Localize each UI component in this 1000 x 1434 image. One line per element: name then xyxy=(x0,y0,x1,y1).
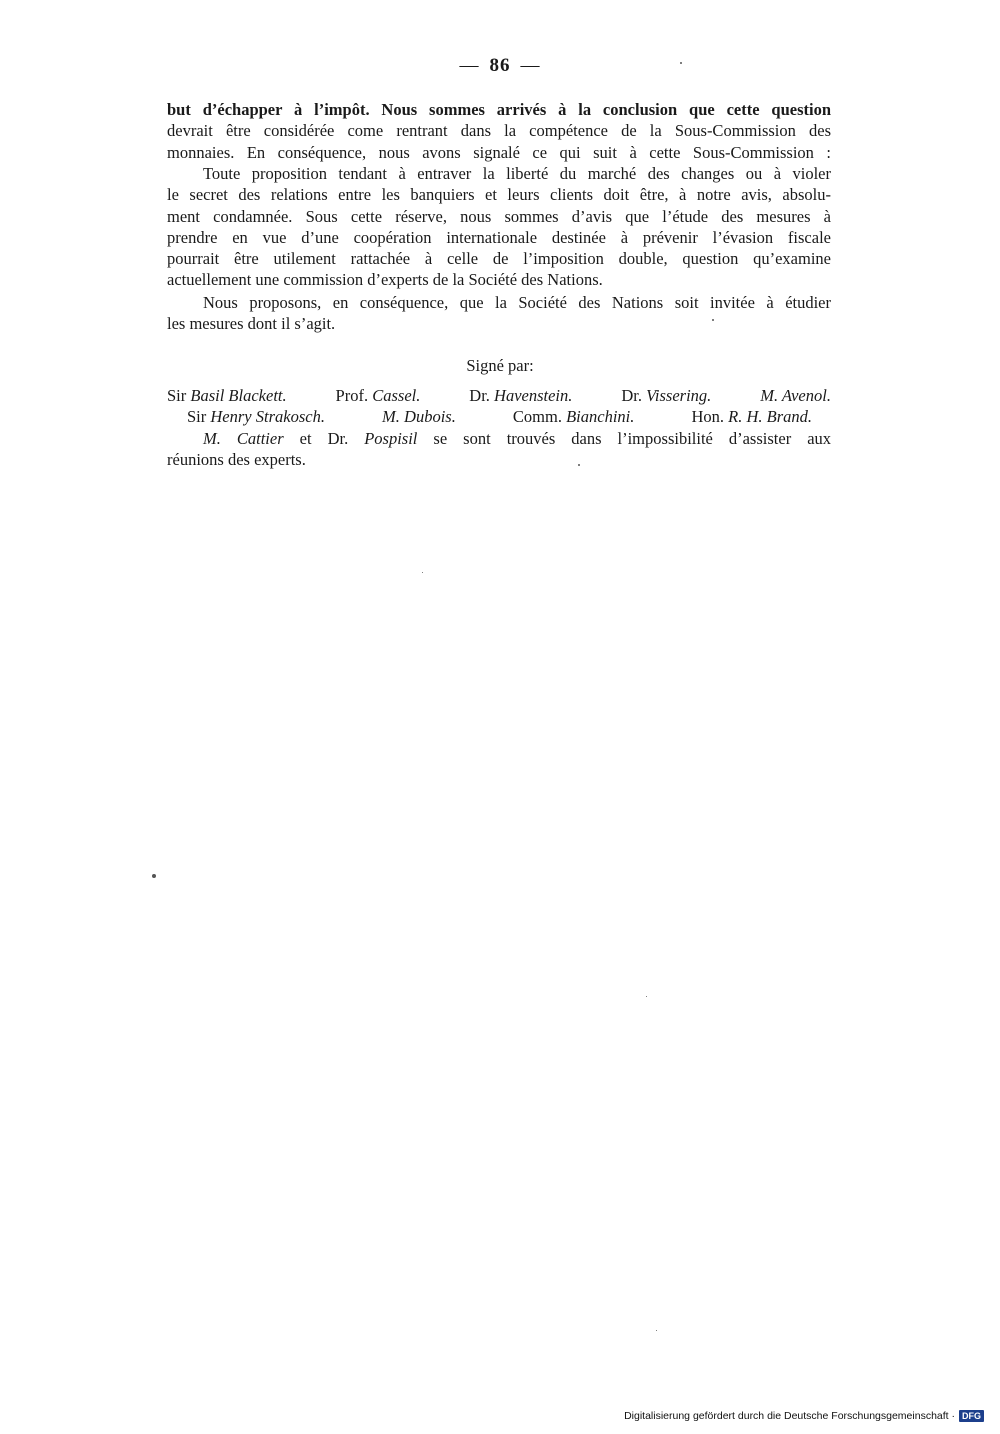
signatory: M. Dubois. xyxy=(382,407,456,427)
signatures-block xyxy=(167,385,831,470)
page-number xyxy=(0,55,1000,77)
paragraph-2-line-5: pourrait être utilement rattachée à celle de l’imposition double, question qu’examine xyxy=(167,249,831,269)
paragraph-2-line-1: Toute proposition tendant à entraver la liberté du marché des changes ou à violer xyxy=(203,164,831,183)
signatories-row-2 xyxy=(167,406,812,427)
paragraph-3-line-2: les mesures dont il s’agit. xyxy=(167,314,336,334)
signatory: Hon. R. H. Brand. xyxy=(691,407,812,427)
scan-speck xyxy=(152,874,156,878)
footer-text: Digitalisierung gefördert durch die Deutsche Forschungsgemeinschaft · xyxy=(624,1410,955,1422)
signatory: M. Avenol. xyxy=(760,386,831,405)
paragraph-1-line-1: but d’échapper à l’impôt. Nous sommes arrivés à la conclusion que cette question xyxy=(167,100,831,119)
scan-speck xyxy=(656,1330,657,1331)
paragraph-3 xyxy=(167,292,831,335)
dfg-logo: DFG xyxy=(959,1410,984,1422)
signatory: Comm. Bianchini. xyxy=(512,407,635,427)
page-number-dash-left: — xyxy=(459,55,480,76)
signatory: Dr. Havenstein. xyxy=(469,386,573,405)
paragraph-2-line-2: le secret des relations entre les banquiers et leurs clients doit être, à notre avis, absolu- xyxy=(167,185,831,205)
paragraph-2-line-6: actuellement une commission d’experts de la Société des Nations. xyxy=(167,270,603,290)
signatory: Prof. Cassel. xyxy=(335,386,421,405)
paragraph-2 xyxy=(167,163,831,291)
page-number-dash-right: — xyxy=(520,55,541,76)
scan-speck xyxy=(578,464,580,466)
signed-by-heading: Signé par: xyxy=(466,356,534,375)
paragraph-2-line-4: prendre en vue d’une coopération internationale destinée à prévenir l’évasion fiscale xyxy=(167,227,831,247)
absent-note-line-2: réunions des experts. xyxy=(167,449,306,469)
page-number-value: 86 xyxy=(489,55,511,76)
signatory: Sir Basil Blackett. xyxy=(167,386,287,405)
paragraph-1 xyxy=(167,99,831,163)
paragraph-3-line-1: Nous proposons, en conséquence, que la Société des Nations soit invitée à étudier xyxy=(203,293,831,312)
scan-speck xyxy=(712,319,714,321)
paragraph-1-line-2: devrait être considérée come rentrant dans la compétence de la Sous-Commission des xyxy=(167,121,831,141)
scan-speck xyxy=(422,572,423,573)
scan-speck xyxy=(646,996,647,997)
signatory: Dr. Vissering. xyxy=(621,386,712,405)
scan-speck xyxy=(680,62,682,64)
signatory: Sir Henry Strakosch. xyxy=(187,407,325,427)
signatories-row-1 xyxy=(167,385,831,406)
absent-note-line-1: M. Cattier et Dr. Pospisil se sont trouvés dans l’impossibilité d’assister aux xyxy=(203,428,832,448)
footer-credit xyxy=(624,1410,984,1422)
paragraph-1-line-3: monnaies. En conséquence, nous avons signalé ce qui suit à cette Sous-Commission : xyxy=(167,142,831,162)
paragraph-2-line-3: ment condamnée. Sous cette réserve, nous sommes d’avis que l’étude des mesures à xyxy=(167,206,831,226)
absent-note xyxy=(167,428,831,471)
